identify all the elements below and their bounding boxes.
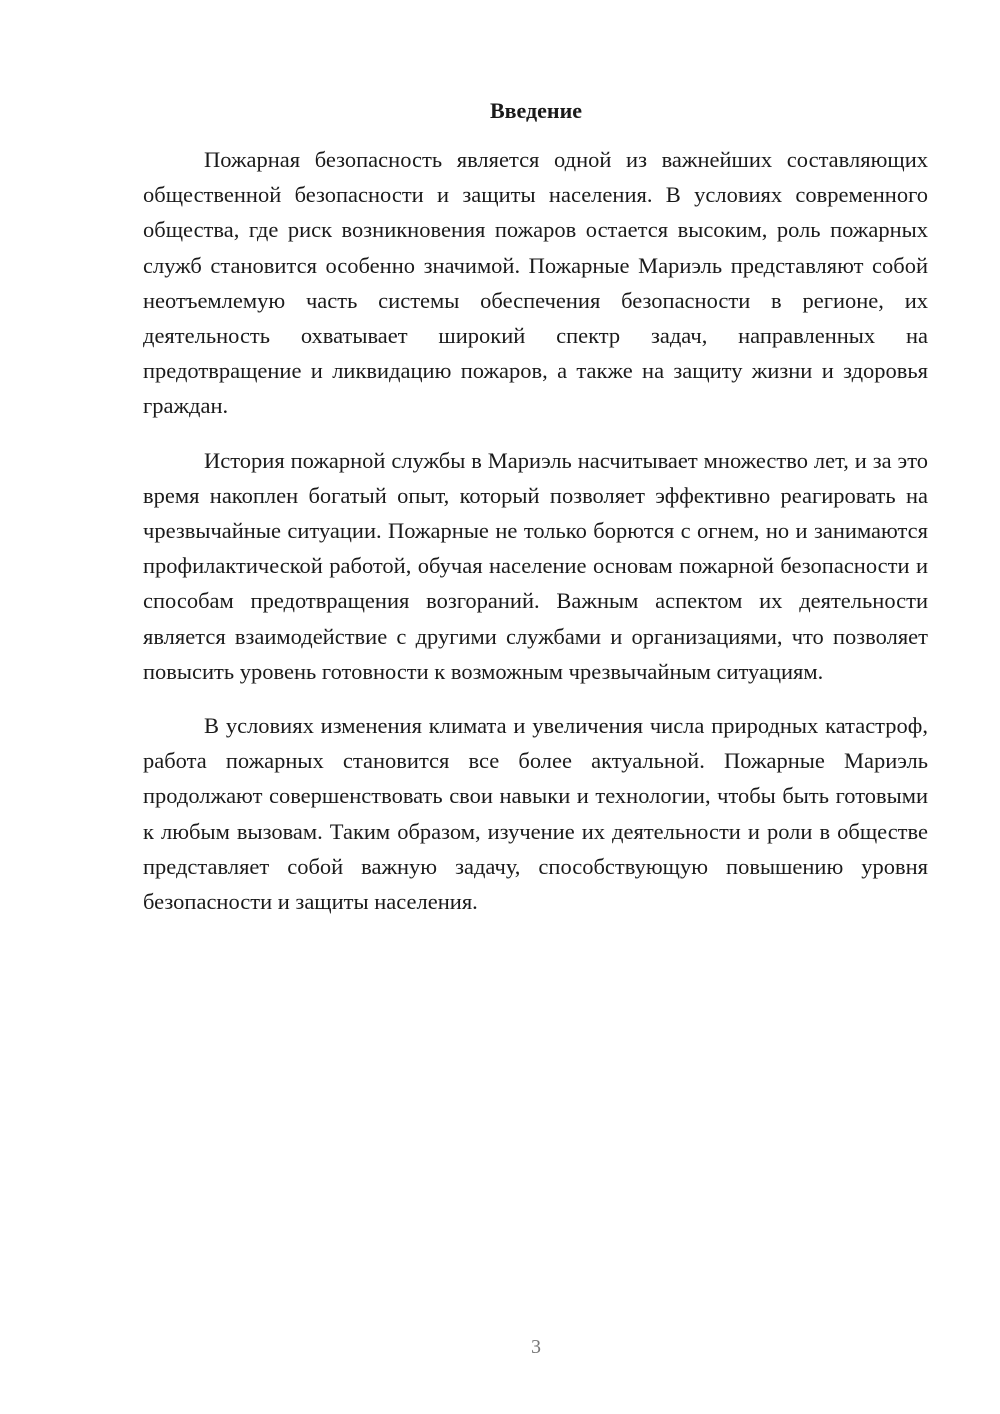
page-number: 3 <box>531 1336 541 1358</box>
paragraph-2: История пожарной службы в Мариэль насчитывает множество лет, и за это время накоплен богатый опыт, который позволяет эффективно реагировать на чрезвычайные ситуации. Пожарные не только борются с огнем, но и занимаются профилактической работой, обучая население основам пожарной безопасности и способам предотвращения возгораний. Важным аспектом их деятельности является взаимодействие с другими службами и организациями, что позволяет повысить уровень готовности к возможным чрезвычайным ситуациям. <box>143 447 928 684</box>
paragraph-3: В условиях изменения климата и увеличения числа природных катастроф, работа пожарных становится все более актуальной. Пожарные Мариэль продолжают совершенствовать свои навыки и технологии, чтобы быть готовыми к любым вызовам. Таким образом, изучение их деятельности и роли в обществе представляет собой важную задачу, способствующую повышению уровня безопасности и защиты населения. <box>143 713 928 915</box>
section-heading: Введение <box>489 98 583 123</box>
body-text <box>143 142 928 938</box>
paragraph-1: Пожарная безопасность является одной из важнейших составляющих общественной безопасности и защиты населения. В условиях современного общества, где риск возникновения пожаров остается высоким, роль пожарных служб становится особенно значимой. Пожарные Мариэль представляют собой неотъемлемую часть системы обеспечения безопасности в регионе, их деятельность охватывает широкий спектр задач, направленных на предотвращение и ликвидацию пожаров, а также на защиту жизни и здоровья граждан. <box>143 147 928 419</box>
